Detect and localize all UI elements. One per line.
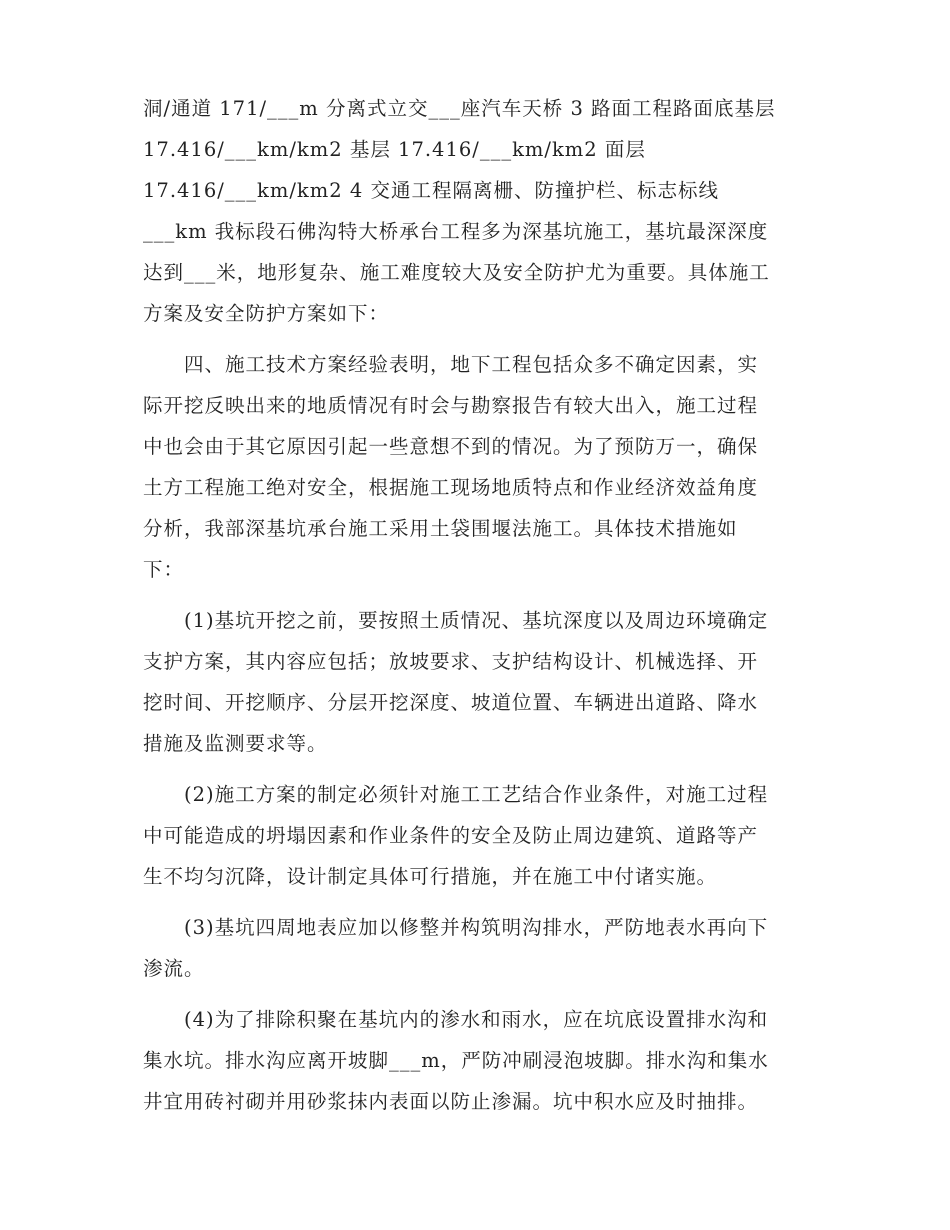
text-line: 际开挖反映出来的地质情况有时会与勘察报告有较大出入，施工过程 <box>143 394 759 417</box>
paragraph-gap <box>143 897 811 907</box>
document-body <box>143 88 811 1122</box>
text-line: 四、施工技术方案经验表明，地下工程包括众多不确定因素，实 <box>184 353 759 376</box>
text-line: 方案及安全防护方案如下： <box>143 302 390 325</box>
text-line: (3)基坑四周地表应加以修整并构筑明沟排水，严防地表水再向下 <box>184 916 769 939</box>
text-line: 分析，我部深基坑承台施工采用土袋围堰法施工。具体技术措施如 <box>143 517 738 540</box>
text-line: 措施及监测要求等。 <box>143 732 328 755</box>
text-line: 渗流。 <box>143 957 205 980</box>
text-line: 达到___米，地形复杂、施工难度较大及安全防护尤为重要。具体施工 <box>143 261 770 284</box>
text-line: 支护方案，其内容应包括；放坡要求、支护结构设计、机械选择、开 <box>143 650 759 673</box>
paragraph-gap <box>143 989 811 999</box>
text-line: (2)施工方案的制定必须针对施工工艺结合作业条件，对施工过程 <box>184 783 769 806</box>
text-line: 中也会由于其它原因引起一些意想不到的情况。为了预防万一，确保 <box>143 435 759 458</box>
text-line: (4)为了排除积聚在基坑内的渗水和雨水，应在坑底设置排水沟和 <box>184 1008 769 1031</box>
paragraph-gap <box>143 590 811 600</box>
text-line: 17.416/___km/km2 基层 17.416/___km/km2 面层 <box>143 138 646 161</box>
text-line: 挖时间、开挖顺序、分层开挖深度、坡道位置、车辆进出道路、降水 <box>143 691 759 714</box>
text-line: 17.416/___km/km2 4 交通工程隔离栅、防撞护栏、标志标线 <box>143 179 719 202</box>
text-line: 集水坑。排水沟应离开坡脚___m，严防冲刷浸泡坡脚。排水沟和集水 <box>143 1049 769 1072</box>
paragraph-gap <box>143 764 811 774</box>
text-line: 土方工程施工绝对安全，根据施工现场地质特点和作业经济效益角度 <box>143 476 759 499</box>
text-line: 下： <box>143 558 185 581</box>
text-line: ___km 我标段石佛沟特大桥承台工程多为深基坑施工，基坑最深深度 <box>143 220 769 243</box>
text-line: (1)基坑开挖之前，要按照土质情况、基坑深度以及周边环境确定 <box>184 609 769 632</box>
paragraph-gap <box>143 334 811 344</box>
text-line: 井宜用砖衬砌并用砂浆抹内表面以防止渗漏。坑中积水应及时抽排。 <box>143 1090 759 1113</box>
text-line: 生不均匀沉降，设计制定具体可行措施，并在施工中付诸实施。 <box>143 865 718 888</box>
text-line: 中可能造成的坍塌因素和作业条件的安全及防止周边建筑、道路等产 <box>143 824 759 847</box>
text-line: 洞/通道 171/___m 分离式立交___座汽车天桥 3 路面工程路面底基层 <box>143 97 776 120</box>
